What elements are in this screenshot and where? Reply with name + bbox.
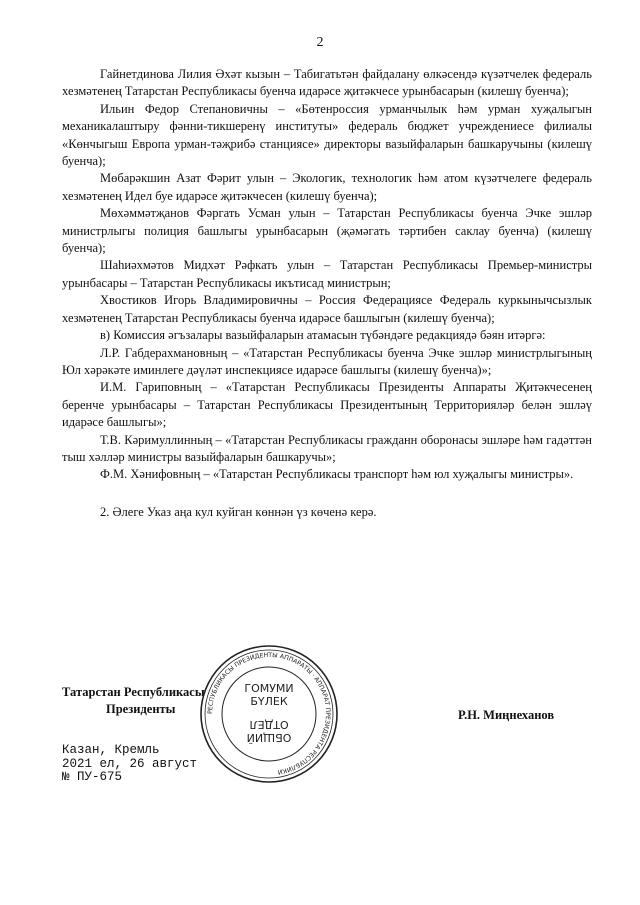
member-paragraph: Шаһиәхмәтов Мидхәт Рәфкать улын – Татарстан Республикасы Премьер-министры урынбасары – Татарстан Республикасы икътисад министрын; [62, 258, 592, 290]
member-paragraph: Мөхәммәтҗанов Фәргать Усман улын – Татарстан Республикасы буенча Эчке эшләр министрлыгы полиция башлыгы урынбасарын (җәмәгать тәртибен саклау буенча) (килешү буенча); [62, 206, 592, 256]
position-paragraph: Ф.М. Хәнифовның – «Татарстан Республикасы транспорт һәм юл хуҗалыгы министры». [100, 467, 574, 482]
member-paragraph: Мөбарәкшин Азат Фәрит улын – Экологик, технологик һәм атом күзәтчелеге федераль хезмәтенең Идел буе идарәсе җитәкчесен (килешү буенча); [62, 171, 592, 203]
seal-line1: ГОМУМИ [244, 682, 294, 695]
seal-ring-text: РЕСПУБЛИКАСЫ ПРЕЗИДЕНТЫ АППАРАТЫ · АППАРАТ ПРЕЗИДЕНТА РЕСПУБЛИКИ [206, 651, 332, 776]
signatory-title-line2: Президенты [106, 702, 176, 717]
footer-date: 2021 ел, 26 август [62, 756, 198, 771]
decree-footer [62, 744, 197, 785]
seal-line3: ОТДЕЛ [249, 718, 289, 731]
decree-body [62, 66, 592, 521]
member-paragraph: Ильин Федор Степановичны – «Бөтенроссия урманчылык һәм урман хуҗалыгын механикалаштыру фәнни-тикшеренү институты» федераль бюджет учреждениесе филиалы «Көнчыгыш Европа урман-тәҗрибә станциясе» директоры вазыйфаларын башкаручыны (килешү буенча); [62, 101, 592, 169]
member-paragraph: Хвостиков Игорь Владимировичны – Россия Федерациясе Федераль куркынычсызлык хезмәтенең Татарстан Республикасы буенча идарәсе башлыгын (килешү буенча); [62, 293, 592, 325]
position-paragraph: Л.Р. Габдерахмановның – «Татарстан Республикасы буенча Эчке эшләр министрлыгының Юл хәрәкәте иминлеге дәүләт инспекциясе идарәсе башлыгы (килешү буенча)»; [62, 345, 592, 377]
footer-place: Казан, Кремль [62, 743, 160, 757]
signatory-name: Р.Н. Миңнеханов [458, 708, 555, 722]
position-paragraph: И.М. Гариповның – «Татарстан Республикасы Президенты Аппараты Җитәкчесенең беренче урынбасары – Татарстан Республикасы Президентының Территорияләр белән эшләү идарәсе башлыгы»; [62, 380, 592, 430]
member-paragraph: Гайнетдинова Лилия Әхәт кызын – Табигатьтән файдалану өлкәсендә күзәтчелек федераль хезмәтенең Татарстан Республикасы буенча идарәсе җитәкчесе урынбасарын (килешү буенча); [62, 67, 592, 99]
seal-line4: ОБЩИЙ [246, 731, 292, 744]
subclause-paragraph: в) Комиссия әгъзалары вазыйфаларын атамасын түбәндәге редакциядә бәян итәргә: [100, 328, 546, 343]
signatory-title [62, 684, 205, 719]
official-seal [198, 643, 340, 785]
position-paragraph: Т.В. Кәримуллинның – «Татарстан Республикасы гражданн оборонасы эшләре һәм гадәттән тыш хәлләр министры вазыйфаларын башкаручы»; [62, 432, 592, 464]
signatory-title-line1: Татарстан Республикасы [62, 685, 205, 699]
svg-text:РЕСПУБЛИКАСЫ ПРЕЗИДЕНТЫ АППАРА [207, 652, 331, 775]
page-number: 2 [316, 35, 324, 50]
seal-line2: БҮЛЕК [250, 695, 288, 708]
footer-number: № ПУ-675 [62, 770, 123, 784]
clause-2: 2. Әлеге Указ аңа кул куйган көннән үз көченә керә. [100, 504, 377, 519]
